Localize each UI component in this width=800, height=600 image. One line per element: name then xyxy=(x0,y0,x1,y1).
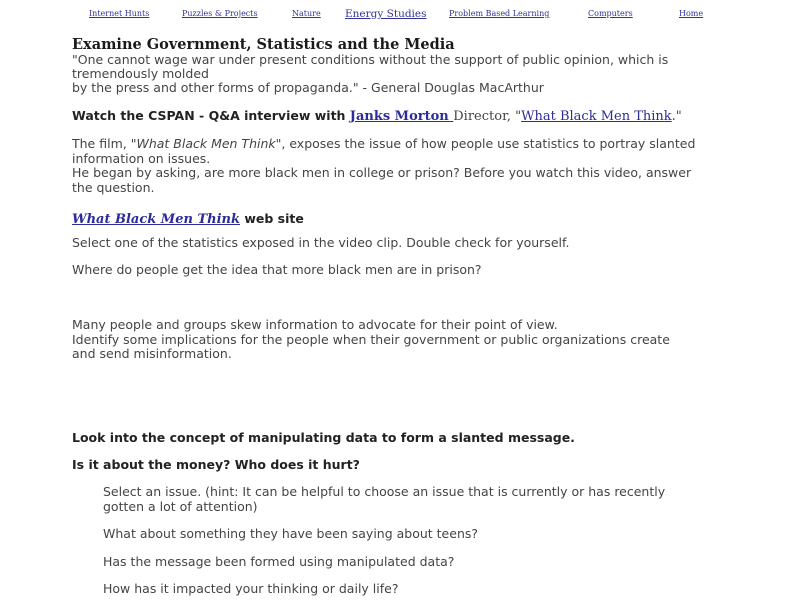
janks-morton-link[interactable]: Janks Morton xyxy=(349,109,454,124)
page-title: Examine Government, Statistics and the Media xyxy=(72,36,455,53)
film-line-3: He began by asking, are more black men in college or prison? Before you watch this video, answer xyxy=(72,165,692,180)
film-description xyxy=(72,137,772,195)
skew-line-2: Identify some implications for the people when their government or public organizations create xyxy=(72,331,670,347)
skew-line-3: and send misinformation. xyxy=(72,346,232,361)
list-item: How has it impacted your thinking or daily life? xyxy=(103,581,399,596)
nav-nature[interactable]: Nature xyxy=(292,9,321,18)
nav-internet-hunts[interactable]: Internet Hunts xyxy=(89,9,150,18)
skew-section xyxy=(72,318,772,362)
cspan-prefix: Watch the CSPAN - Q&A interview with xyxy=(72,108,350,123)
where-idea-prompt: Where do people get the idea that more black men are in prison? xyxy=(72,262,482,277)
cspan-suffix: ." xyxy=(671,109,682,124)
website-link[interactable]: What Black Men Think xyxy=(72,212,240,227)
film-line-4: the question. xyxy=(72,179,155,195)
website-suffix: web site xyxy=(239,211,304,226)
list-item: Has the message been formed using manipulated data? xyxy=(103,554,455,569)
quote-line-3: by the press and other forms of propaganda." - General Douglas MacArthur xyxy=(72,80,544,95)
what-black-men-think-link[interactable]: What Black Men Think xyxy=(521,109,672,124)
film-line-1: The film, "What Black Men Think", exposes the issue of how people use statistics to portray slanted xyxy=(72,136,696,151)
nav-energy-studies[interactable]: Energy Studies xyxy=(345,8,427,20)
nav-home[interactable]: Home xyxy=(679,9,704,18)
quote-line-1: "One cannot wage war under present conditions without the support of public opinion, which is xyxy=(72,52,669,67)
header-section xyxy=(72,37,752,95)
nav-computers[interactable]: Computers xyxy=(588,9,633,18)
manipulate-heading-1: Look into the concept of manipulating data to form a slanted message. xyxy=(72,430,575,445)
cspan-director-text: Director, " xyxy=(453,109,522,124)
top-nav xyxy=(0,9,800,27)
cspan-line xyxy=(72,108,682,124)
film-title: What Black Men Think xyxy=(136,136,276,151)
manipulate-heading-2: Is it about the money? Who does it hurt? xyxy=(72,457,360,472)
list-item: Select an issue. (hint: It can be helpful to choose an issue that is currently or has recently gotten a lot of attention) xyxy=(103,484,666,514)
nav-problem-based-learning[interactable]: Problem Based Learning xyxy=(449,9,550,18)
select-stat-prompt: Select one of the statistics exposed in the video clip. Double check for yourself. xyxy=(72,235,570,250)
list-item: What about something they have been saying about teens? xyxy=(103,526,479,541)
skew-line-1: Many people and groups skew information to advocate for their point of view. xyxy=(72,317,558,332)
website-line xyxy=(72,208,304,227)
nav-puzzles-projects[interactable]: Puzzles & Projects xyxy=(182,9,258,18)
quote-line-2: tremendously molded xyxy=(72,66,209,81)
film-line-2: information on issues. xyxy=(72,150,211,166)
